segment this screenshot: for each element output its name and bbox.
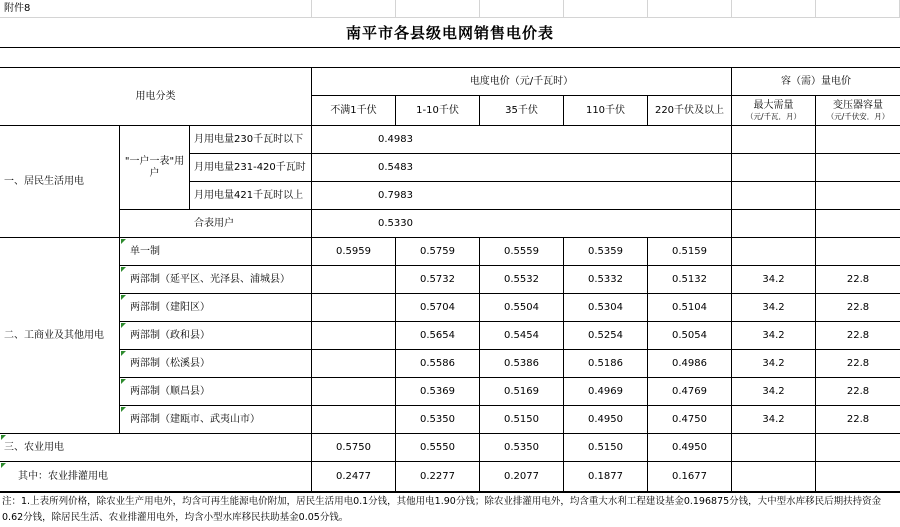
industrial-row-label: 单一制 — [120, 238, 312, 266]
industrial-price: 0.5254 — [564, 322, 648, 350]
industrial-price: 0.4950 — [564, 406, 648, 434]
irrigation-price: 0.1877 — [564, 462, 648, 492]
shared-spacer — [120, 210, 190, 238]
voltage-header: 1-10千伏 — [396, 96, 480, 126]
blank-cell — [732, 0, 816, 18]
industrial-price: 0.5532 — [480, 266, 564, 294]
industrial-price: 0.5169 — [480, 378, 564, 406]
empty-cell — [816, 210, 900, 238]
empty-cell — [732, 210, 816, 238]
spacer-row — [0, 48, 900, 68]
cell-marker-icon — [121, 239, 126, 244]
attachment-label: 附件8 — [0, 0, 312, 18]
irrigation-price: 0.1677 — [648, 462, 732, 492]
industrial-label: 二、工商业及其他用电 — [0, 238, 120, 434]
industrial-price: 0.5132 — [648, 266, 732, 294]
agriculture-price: 0.5150 — [564, 434, 648, 462]
industrial-row-label: 两部制（延平区、光泽县、浦城县） — [120, 266, 312, 294]
industrial-price: 0.4769 — [648, 378, 732, 406]
voltage-header: 不满1千伏 — [312, 96, 396, 126]
tier-label: 月用电量231-420千瓦时 — [190, 154, 312, 182]
tier-price: 0.5483 — [312, 154, 732, 182]
empty-cell — [816, 182, 900, 210]
industrial-row-label: 两部制（建瓯市、武夷山市） — [120, 406, 312, 434]
industrial-price: 0.5704 — [396, 294, 480, 322]
industrial-price — [312, 350, 396, 378]
blank-cell — [564, 0, 648, 18]
max-demand-price — [732, 238, 816, 266]
category-header: 用电分类 — [0, 68, 312, 126]
transformer-price: 22.8 — [816, 378, 900, 406]
cell-marker-icon — [121, 267, 126, 272]
max-demand-unit: （元/千瓦．月） — [745, 112, 802, 121]
industrial-price: 0.5559 — [480, 238, 564, 266]
voltage-header: 220千伏及以上 — [648, 96, 732, 126]
agriculture-price: 0.5750 — [312, 434, 396, 462]
empty-cell — [816, 126, 900, 154]
transformer-price: 22.8 — [816, 322, 900, 350]
industrial-price: 0.5369 — [396, 378, 480, 406]
max-demand-price: 34.2 — [732, 294, 816, 322]
industrial-price — [312, 294, 396, 322]
industrial-price: 0.5504 — [480, 294, 564, 322]
tier-price: 0.4983 — [312, 126, 732, 154]
industrial-price: 0.5304 — [564, 294, 648, 322]
transformer-price — [816, 238, 900, 266]
one-meter-label: "一户一表"用户 — [120, 126, 190, 210]
page-title: 南平市各县级电网销售电价表 — [0, 18, 900, 48]
industrial-price: 0.5386 — [480, 350, 564, 378]
transformer-price: 22.8 — [816, 350, 900, 378]
max-demand-price: 34.2 — [732, 322, 816, 350]
voltage-header: 35千伏 — [480, 96, 564, 126]
irrigation-price: 0.2477 — [312, 462, 396, 492]
industrial-price: 0.5054 — [648, 322, 732, 350]
max-demand-price: 34.2 — [732, 350, 816, 378]
cell-marker-icon — [121, 407, 126, 412]
empty-cell — [732, 154, 816, 182]
empty-cell — [816, 462, 900, 492]
industrial-price: 0.4969 — [564, 378, 648, 406]
max-demand-label: 最大需量 — [753, 100, 794, 111]
blank-cell — [396, 0, 480, 18]
industrial-price — [312, 322, 396, 350]
transformer-unit: （元/千伏安．月） — [826, 112, 890, 121]
max-demand-price: 34.2 — [732, 378, 816, 406]
industrial-row-label: 两部制（政和县） — [120, 322, 312, 350]
industrial-price: 0.5104 — [648, 294, 732, 322]
max-demand-price: 34.2 — [732, 406, 816, 434]
max-demand-price: 34.2 — [732, 266, 816, 294]
irrigation-label: 其中：农业排灌用电 — [0, 462, 312, 492]
transformer-label: 变压器容量 — [833, 100, 883, 111]
industrial-price — [312, 378, 396, 406]
industrial-row-label: 两部制（顺昌县） — [120, 378, 312, 406]
agriculture-price: 0.4950 — [648, 434, 732, 462]
cell-marker-icon — [1, 435, 6, 440]
empty-cell — [732, 126, 816, 154]
industrial-price — [312, 406, 396, 434]
cell-marker-icon — [121, 351, 126, 356]
tier-label: 月用电量421千瓦时以上 — [190, 182, 312, 210]
industrial-row-label: 两部制（松溪县） — [120, 350, 312, 378]
cell-marker-icon — [121, 323, 126, 328]
tier-label: 月用电量230千瓦时以下 — [190, 126, 312, 154]
industrial-price: 0.5359 — [564, 238, 648, 266]
shared-label: 合表用户 — [190, 210, 312, 238]
table-note: 注：1.上表所列价格，除农业生产用电外，均含可再生能源电价附加，居民生活用电0.1分钱，其他用电1.90分钱；除农业排灌用电外，均含重大水利工程建设基金0.196875分钱，大中型水库移民后期扶持资金0.62分钱，除居民生活、农业排灌用电外，均含小型水库移民扶助基金0.05分钱。 — [0, 492, 900, 527]
agriculture-price: 0.5350 — [480, 434, 564, 462]
industrial-price: 0.4750 — [648, 406, 732, 434]
transformer-price: 22.8 — [816, 266, 900, 294]
empty-cell — [816, 154, 900, 182]
empty-cell — [816, 434, 900, 462]
industrial-price: 0.5332 — [564, 266, 648, 294]
industrial-price: 0.4986 — [648, 350, 732, 378]
transformer-header — [816, 96, 900, 126]
voltage-header: 110千伏 — [564, 96, 648, 126]
blank-cell — [816, 0, 900, 18]
industrial-price: 0.5186 — [564, 350, 648, 378]
industrial-price: 0.5654 — [396, 322, 480, 350]
industrial-price: 0.5959 — [312, 238, 396, 266]
industrial-price: 0.5732 — [396, 266, 480, 294]
industrial-price: 0.5350 — [396, 406, 480, 434]
transformer-price: 22.8 — [816, 406, 900, 434]
cell-marker-icon — [121, 379, 126, 384]
industrial-price: 0.5586 — [396, 350, 480, 378]
shared-price: 0.5330 — [312, 210, 732, 238]
industrial-price: 0.5454 — [480, 322, 564, 350]
blank-cell — [480, 0, 564, 18]
capacity-price-header: 容（需）量电价 — [732, 68, 900, 96]
empty-cell — [732, 462, 816, 492]
industrial-price: 0.5150 — [480, 406, 564, 434]
tier-price: 0.7983 — [312, 182, 732, 210]
max-demand-header — [732, 96, 816, 126]
residential-label: 一、居民生活用电 — [0, 126, 120, 238]
irrigation-price: 0.2077 — [480, 462, 564, 492]
industrial-price: 0.5159 — [648, 238, 732, 266]
agriculture-price: 0.5550 — [396, 434, 480, 462]
empty-cell — [732, 434, 816, 462]
industrial-price: 0.5759 — [396, 238, 480, 266]
industrial-row-label: 两部制（建阳区） — [120, 294, 312, 322]
agriculture-label: 三、农业用电 — [0, 434, 312, 462]
cell-marker-icon — [1, 463, 6, 468]
industrial-price — [312, 266, 396, 294]
blank-cell — [312, 0, 396, 18]
blank-cell — [648, 0, 732, 18]
transformer-price: 22.8 — [816, 294, 900, 322]
irrigation-price: 0.2277 — [396, 462, 480, 492]
energy-price-header: 电度电价（元/千瓦时） — [312, 68, 732, 96]
empty-cell — [732, 182, 816, 210]
cell-marker-icon — [121, 295, 126, 300]
